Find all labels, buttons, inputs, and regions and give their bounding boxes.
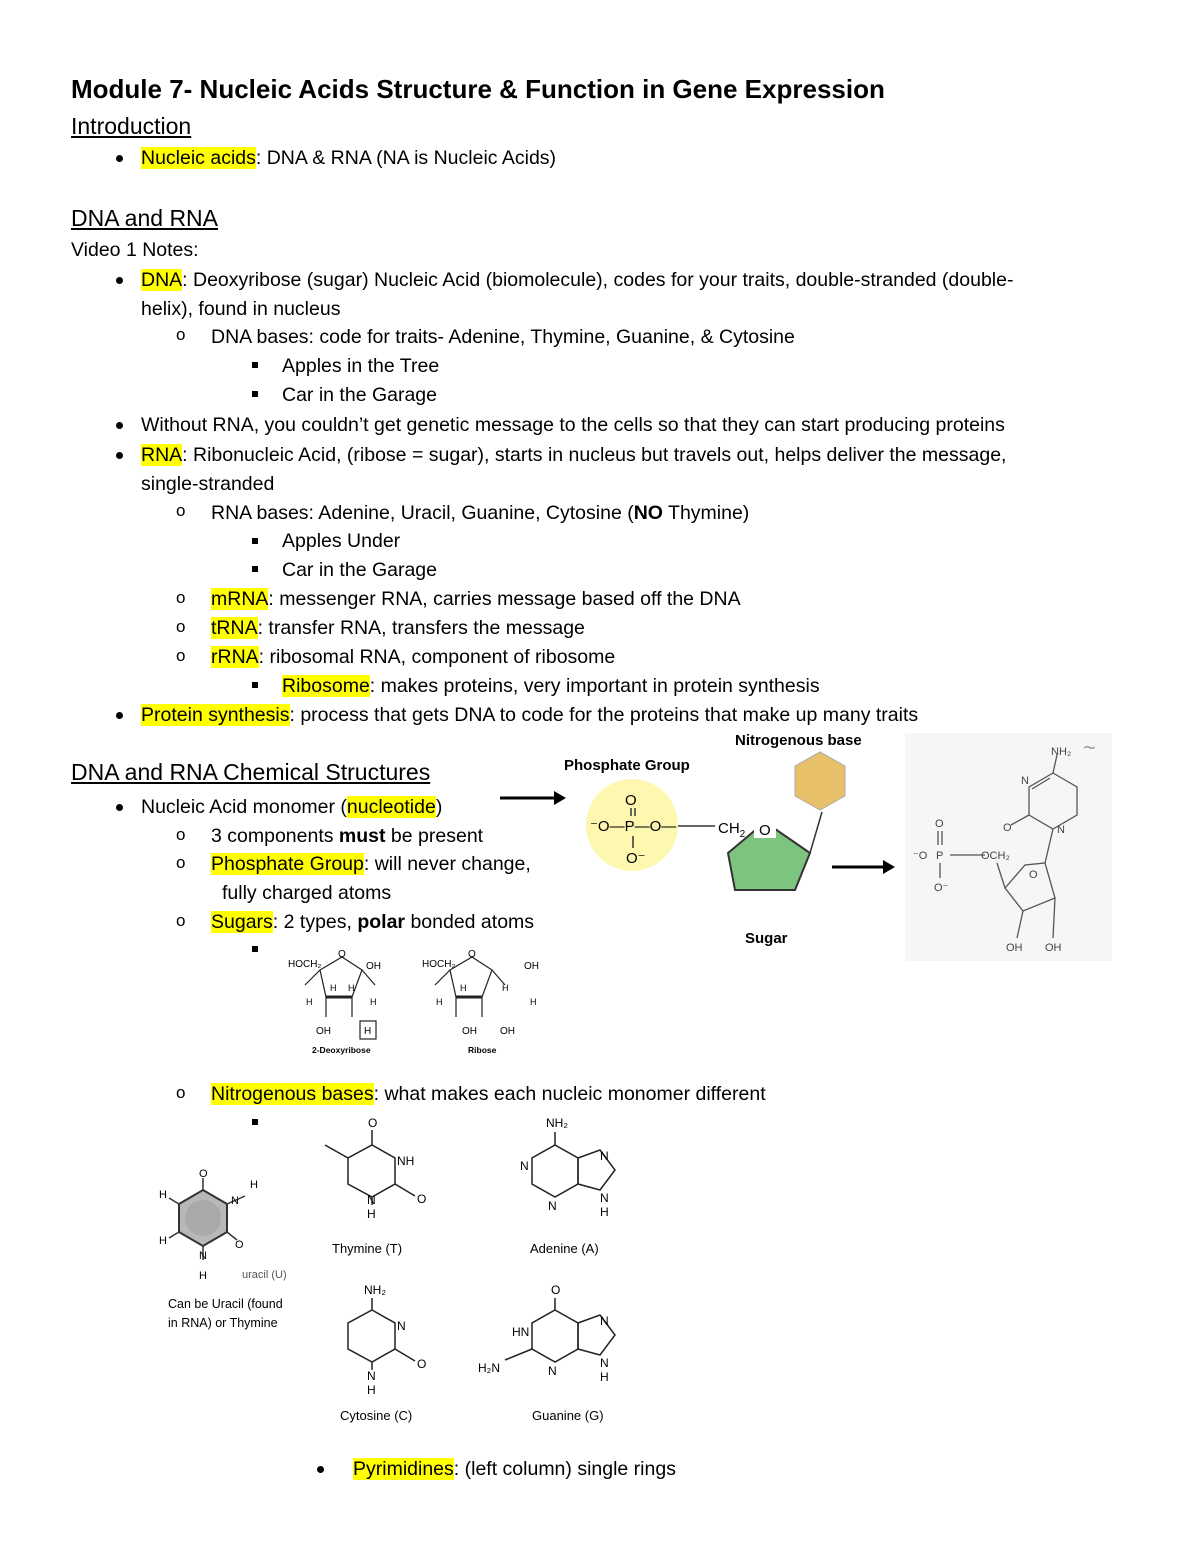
- phosphate-o-top: O: [625, 792, 637, 809]
- highlight-term: tRNA: [211, 617, 258, 639]
- o-label: O: [935, 818, 944, 830]
- o-neg-label: O⁻: [934, 882, 949, 894]
- item-text: : what makes each nucleic monomer different: [373, 1083, 766, 1105]
- n-label: N: [520, 1159, 529, 1173]
- item-text: : will never change,: [363, 853, 531, 875]
- o-label: O: [368, 1116, 378, 1130]
- n-label: N: [231, 1195, 239, 1207]
- mnemonic: Apples Under: [282, 530, 401, 552]
- phosphate-o-bot: O⁻: [626, 850, 646, 867]
- oh-label: OH: [500, 1026, 515, 1037]
- n-label: N: [1021, 775, 1029, 787]
- n-label: N: [548, 1199, 557, 1213]
- n-label: N: [199, 1250, 207, 1262]
- structures-heading: DNA and RNA Chemical Structures: [71, 759, 431, 785]
- highlight-term: mRNA: [211, 588, 269, 610]
- o-label: O: [551, 1283, 561, 1297]
- bullet-circle: o: [176, 588, 186, 607]
- faded-text: ~: [1083, 735, 1096, 760]
- without-rna: Without RNA, you couldn’t get genetic message to the cells so that they can start producing proteins: [141, 414, 1005, 436]
- rrna-item: [211, 643, 615, 671]
- ring-o-label: O: [1029, 869, 1038, 881]
- bold-text: must: [338, 825, 386, 847]
- highlight-term: Nucleic acids: [141, 147, 256, 169]
- deoxyribose-label: 2-Deoxyribose: [312, 1045, 371, 1055]
- n-label: N: [600, 1356, 609, 1370]
- h-label: H: [306, 997, 313, 1007]
- dna-bases: DNA bases: code for traits- Adenine, Thymine, Guanine, & Cytosine: [211, 326, 795, 348]
- rna-item: [141, 441, 1006, 469]
- o-label: O: [1003, 822, 1012, 834]
- bullet: [116, 712, 123, 719]
- highlight-term: RNA: [141, 444, 183, 466]
- bullet-circle: o: [176, 646, 186, 665]
- oh-label: OH: [366, 961, 381, 972]
- intro-item: [141, 144, 556, 172]
- highlight-term: Sugars: [211, 911, 273, 933]
- h-label: H: [367, 1207, 376, 1221]
- mnemonic: Apples in the Tree: [282, 355, 440, 377]
- bullet-square: [252, 538, 258, 544]
- h-label: H: [460, 983, 467, 993]
- n-label: N: [600, 1149, 609, 1163]
- bullet-circle: o: [176, 853, 186, 872]
- uracil-label: uracil (U): [242, 1269, 287, 1281]
- adenine-structure: [532, 1132, 615, 1197]
- item-text: : transfer RNA, transfers the message: [257, 617, 585, 639]
- bullet-square: [252, 946, 258, 952]
- o-label: O: [468, 949, 476, 960]
- highlight-term: Ribosome: [282, 675, 370, 697]
- h-label: H: [436, 997, 443, 1007]
- bullet: [116, 155, 123, 162]
- monomer-item: [141, 793, 442, 821]
- dna-item: [141, 266, 1013, 294]
- h-label: H: [600, 1370, 609, 1384]
- neg-o-label: ⁻O: [913, 850, 928, 862]
- item-text: : 2 types,: [272, 911, 358, 933]
- components-item: [211, 822, 483, 850]
- thymine-label: Thymine (T): [332, 1241, 403, 1256]
- nitrogenous-bases-image: [310, 1110, 645, 1435]
- n-label: N: [1057, 824, 1065, 836]
- o-label: O: [199, 1168, 208, 1180]
- bullet-circle: o: [176, 617, 186, 636]
- video-notes: Video 1 Notes:: [71, 239, 199, 261]
- h-label: H: [159, 1235, 167, 1247]
- arrow-icon: [830, 855, 900, 880]
- oh-label: OH: [1006, 942, 1023, 954]
- bullet-square: [252, 566, 258, 572]
- bullet: [116, 422, 123, 429]
- dna-item-cont: helix), found in nucleus: [141, 298, 341, 320]
- o-label: O: [235, 1239, 244, 1251]
- uracil-note: [168, 1295, 283, 1333]
- och2-label: OCH₂: [981, 850, 1010, 862]
- dna-rna-heading: DNA and RNA: [71, 205, 219, 231]
- item-text: : ribosomal RNA, component of ribosome: [258, 646, 616, 668]
- highlight-term: rRNA: [211, 646, 259, 668]
- h-label: H: [250, 1179, 258, 1191]
- bullet-square: [252, 682, 258, 688]
- o-label: O: [338, 949, 346, 960]
- rna-item-cont: single-stranded: [141, 473, 275, 495]
- n-label: N: [367, 1369, 376, 1383]
- introduction-heading: Introduction: [71, 113, 192, 139]
- bullet-square: [252, 391, 258, 397]
- pyrimidines-item: [353, 1455, 676, 1483]
- ribose-label: Ribose: [468, 1045, 497, 1055]
- phosphate-item-cont: fully charged atoms: [222, 882, 392, 904]
- oh-label: OH: [524, 961, 539, 972]
- bullet-circle: o: [176, 825, 186, 844]
- item-text: : (left column) single rings: [453, 1458, 676, 1480]
- phosphate-o-mid: ⁻O—P—O—: [590, 818, 677, 835]
- bullet-square: [252, 1119, 258, 1125]
- phosphate-item: [211, 850, 531, 878]
- bullet-circle: o: [176, 911, 186, 930]
- adenine-label: Adenine (A): [530, 1241, 599, 1256]
- page-title: Module 7- Nucleic Acids Structure & Function in Gene Expression: [71, 74, 885, 104]
- bullet: [317, 1466, 324, 1473]
- n-label: N: [600, 1191, 609, 1205]
- item-text: : messenger RNA, carries message based off the DNA: [268, 588, 741, 610]
- cytosine-structure: [348, 1298, 415, 1370]
- h-label: H: [502, 983, 509, 993]
- o-label: O: [417, 1192, 427, 1206]
- h-label: H: [600, 1205, 609, 1219]
- n-label: N: [600, 1314, 609, 1328]
- h-label: H: [159, 1189, 167, 1201]
- note-line: Can be Uracil (found: [168, 1297, 283, 1311]
- sugars-item: [211, 908, 534, 936]
- ch2-text: CH: [718, 820, 740, 837]
- n-label: N: [397, 1319, 406, 1333]
- uracil-structure: [155, 1160, 310, 1290]
- item-text: Nucleic Acid monomer (: [141, 796, 347, 818]
- ch2-sub: 2: [739, 829, 746, 840]
- ch2-label: [718, 820, 746, 840]
- hoch2-label: HOCH₂: [422, 959, 456, 970]
- bullet-circle: o: [176, 501, 186, 520]
- nh2-label: NH₂: [364, 1283, 386, 1297]
- ribosome-item: [282, 672, 820, 700]
- item-text: 3 components: [211, 825, 339, 847]
- item-text: be present: [385, 825, 484, 847]
- mrna-item: [211, 585, 741, 613]
- note-line: in RNA) or Thymine: [168, 1316, 278, 1330]
- h-label: H: [330, 983, 337, 993]
- guanine-label: Guanine (G): [532, 1408, 604, 1423]
- oh-label: OH: [316, 1026, 331, 1037]
- item-text: ): [435, 796, 443, 818]
- highlight-term: DNA: [141, 269, 183, 291]
- rna-bases: [211, 499, 749, 527]
- nitrogenous-item: [211, 1080, 766, 1108]
- nucleotide-diagram: [560, 750, 900, 930]
- ring-o-label: O: [759, 822, 771, 839]
- h2n-label: H₂N: [478, 1361, 500, 1375]
- p-label: P: [936, 850, 944, 862]
- highlight-term: nucleotide: [346, 796, 436, 818]
- hoch2-label: HOCH₂: [288, 959, 322, 970]
- nh-label: NH: [397, 1154, 415, 1168]
- cytosine-label: Cytosine (C): [340, 1408, 413, 1423]
- h-label: H: [367, 1383, 376, 1397]
- arrow-icon: [498, 785, 568, 810]
- bullet-circle: o: [176, 1083, 186, 1102]
- phosphate-group-label: Phosphate Group: [564, 757, 690, 774]
- item-text: : DNA & RNA (NA is Nucleic Acids): [255, 147, 557, 169]
- item-text: Thymine): [662, 502, 750, 524]
- sugar-label: Sugar: [745, 930, 788, 947]
- h-label: H: [199, 1270, 207, 1282]
- h-label: H: [530, 997, 537, 1007]
- n-label: N: [548, 1364, 557, 1378]
- item-text: : Ribonucleic Acid, (ribose = sugar), starts in nucleus but travels out, helps deliver the message,: [182, 444, 1007, 466]
- bold-text: NO: [633, 502, 663, 524]
- bullet-square: [252, 362, 258, 368]
- protein-synthesis-item: [141, 701, 918, 729]
- hn-label: HN: [512, 1325, 530, 1339]
- item-text: bonded atoms: [405, 911, 535, 933]
- highlight-term: Protein synthesis: [141, 704, 290, 726]
- cytidine-monophosphate-image: [905, 733, 1112, 961]
- nh2-label: NH₂: [1051, 746, 1072, 758]
- mnemonic: Car in the Garage: [282, 559, 438, 581]
- n-label: N: [367, 1193, 376, 1207]
- item-text: : process that gets DNA to code for the proteins that make up many traits: [289, 704, 919, 726]
- h-label: H: [364, 1026, 372, 1037]
- item-text: : Deoxyribose (sugar) Nucleic Acid (biomolecule), codes for your traits, double-stranded (double-: [182, 269, 1014, 291]
- o-label: O: [417, 1357, 427, 1371]
- base-hexagon: [795, 752, 845, 810]
- bullet: [116, 277, 123, 284]
- highlight-term: Nitrogenous bases: [211, 1083, 374, 1105]
- bold-text: polar: [357, 911, 406, 933]
- mnemonic: Car in the Garage: [282, 384, 438, 406]
- nitrogenous-base-label: Nitrogenous base: [735, 732, 862, 749]
- item-text: RNA bases: Adenine, Uracil, Guanine, Cytosine (: [211, 502, 634, 524]
- nh2-label: NH₂: [546, 1116, 568, 1130]
- trna-item: [211, 614, 585, 642]
- highlight-term: Phosphate Group: [211, 853, 364, 875]
- bullet: [116, 452, 123, 459]
- item-text: : makes proteins, very important in protein synthesis: [369, 675, 820, 697]
- highlight-term: Pyrimidines: [353, 1458, 454, 1480]
- bullet: [116, 804, 123, 811]
- bullet-circle: o: [176, 325, 186, 344]
- sugar-structures-image: [280, 945, 550, 1060]
- oh-label: OH: [1045, 942, 1062, 954]
- oh-label: OH: [462, 1026, 477, 1037]
- h-label: H: [370, 997, 377, 1007]
- h-label: H: [348, 983, 355, 993]
